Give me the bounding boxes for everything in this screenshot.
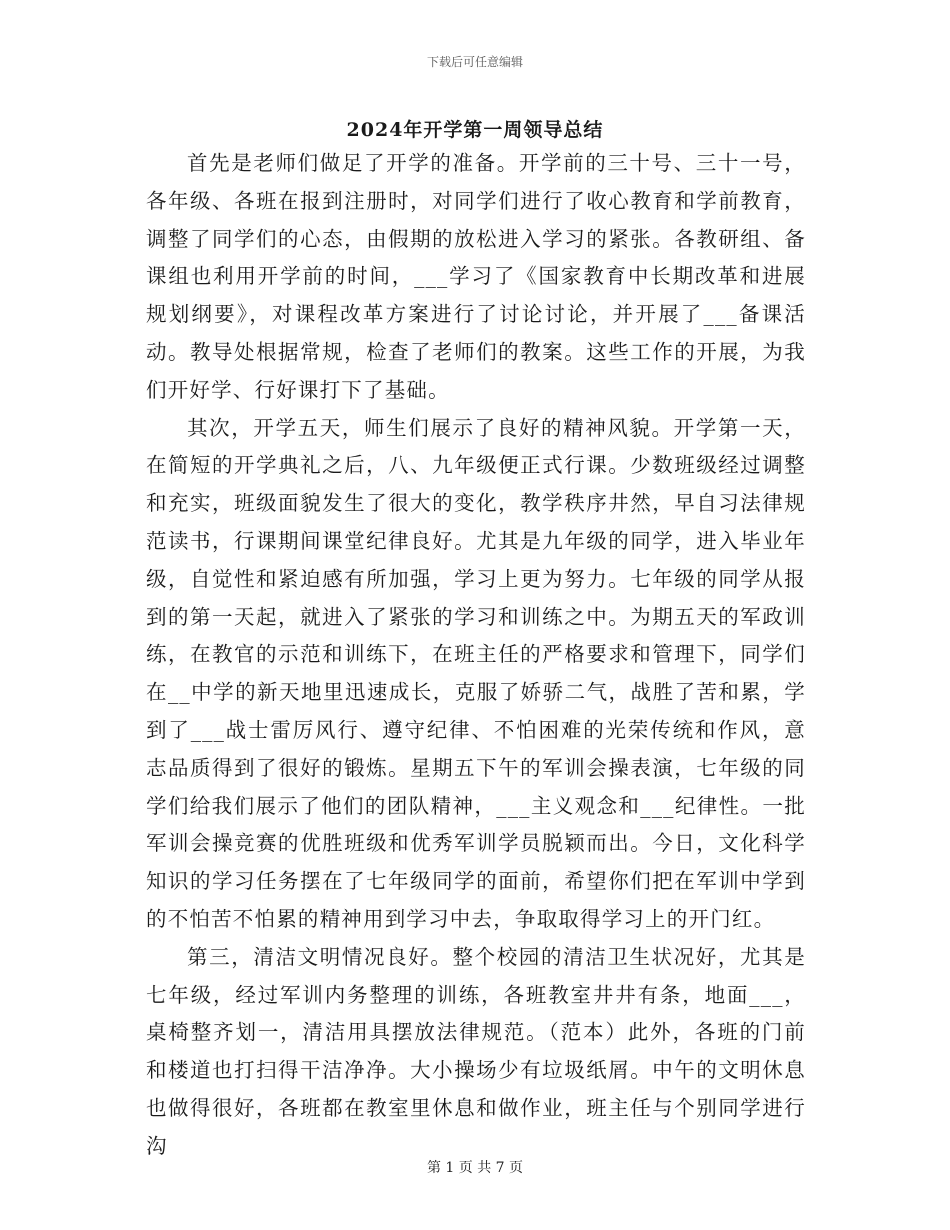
document-title: 2024年开学第一周领导总结 — [346, 119, 604, 141]
page-number: 第 1 页 共 7 页 — [426, 1160, 524, 1176]
header-note: 下载后可任意编辑 — [426, 55, 523, 69]
paragraph-1: 首先是老师们做足了开学的准备。开学前的三十号、三十一号，各年级、各班在报到注册时，对同学们进行了收心教育和学前教育，调整了同学们的心态，由假期的放松进入学习的紧张。各教研组、备课组也利用开学前的时间，___学习了《国家教育中长期改革和进展规划纲要》，对课程改革方案进行了讨论讨论，并开展了___备课活动。教导处根据常规，检查了老师们的教案。这些工作的开展，为我们开好学、行好课打下了基础。 — [146, 151, 806, 402]
paragraph-3: 第三，清洁文明情况良好。整个校园的清洁卫生状况好，尤其是七年级，经过军训内务整理的训练，各班教室井井有条，地面___，桌椅整齐划一，清洁用具摆放法律规范。（范本）此外，各班的门前和楼道也打扫得干洁净净。大小操场少有垃圾纸屑。中午的文明休息也做得很好，各班都在教室里休息和做作业，班主任与个别同学进行沟 — [146, 944, 806, 1158]
document-body — [146, 145, 806, 1166]
paragraph-2: 其次，开学五天，师生们展示了良好的精神风貌。开学第一天，在简短的开学典礼之后，八、九年级便正式行课。少数班级经过调整和充实，班级面貌发生了很大的变化，教学秩序井然，早自习法律规范读书，行课期间课堂纪律良好。尤其是九年级的同学，进入毕业年级，自觉性和紧迫感有所加强，学习上更为努力。七年级的同学从报到的第一天起，就进入了紧张的学习和训练之中。为期五天的军政训练，在教官的示范和训练下，在班主任的严格要求和管理下，同学们在__中学的新天地里迅速成长，克服了娇骄二气，战胜了苦和累，学到了___战士雷厉风行、遵守纪律、不怕困难的光荣传统和作风，意志品质得到了很好的锻炼。星期五下午的军训会操表演，七年级的同学们给我们展示了他们的团队精神，___主义观念和___纪律性。一批军训会操竞赛的优胜班级和优秀军训学员脱颖而出。今日，文化科学知识的学习任务摆在了七年级同学的面前，希望你们把在军训中学到的不怕苦不怕累的精神用到学习中去，争取取得学习上的开门红。 — [146, 415, 806, 931]
